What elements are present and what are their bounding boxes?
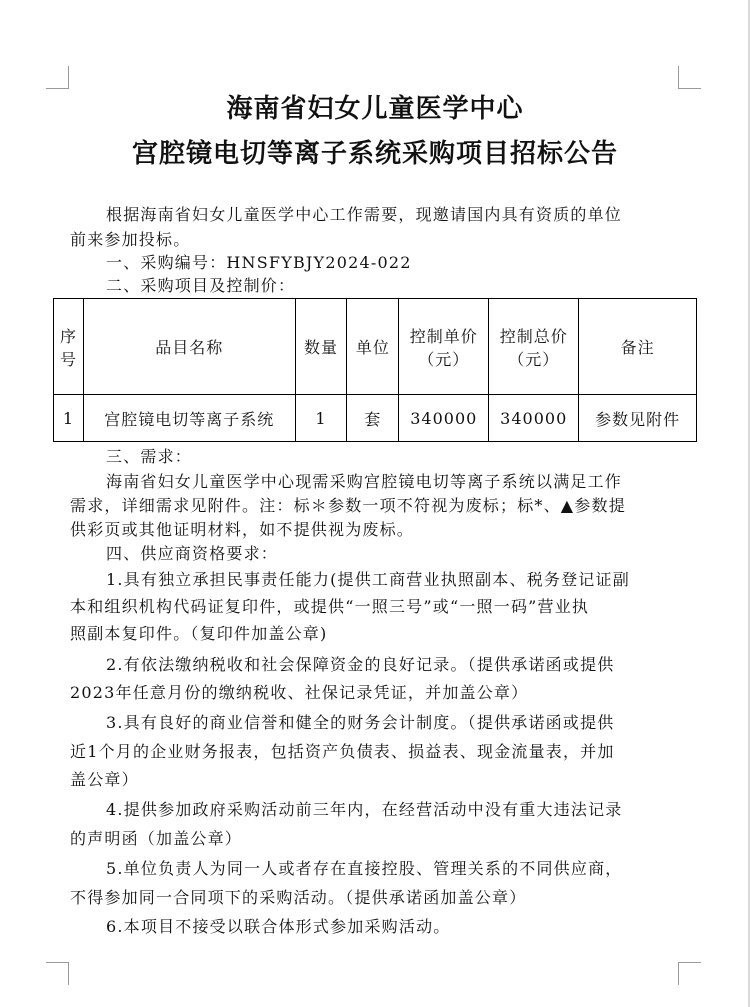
header-unit: 单位	[347, 299, 399, 395]
table-row	[54, 395, 697, 442]
crop-mark-bottom-right	[678, 962, 701, 985]
qualification-5-line-1: 5.单位负责人为同一人或者存在直接控股、管理关系的不同供应商，	[106, 859, 623, 878]
table-header-row	[54, 299, 697, 395]
qualification-3-line-2: 近1个月的企业财务报表，包括资产负债表、损益表、现金流量表，并加	[70, 742, 615, 761]
header-item-name: 品目名称	[83, 299, 295, 395]
header-unit-price-line-1: 控制单价	[409, 326, 478, 346]
qualification-2-line-2: 2023年任意月份的缴纳税收、社保记录凭证，并加盖公章）	[70, 683, 529, 702]
qualification-3-line-1: 3.具有良好的商业信誉和健全的财务会计制度。（提供承诺函或提供	[106, 713, 615, 732]
section-heading-requirements: 三、需求：	[106, 447, 193, 466]
procurement-number: 一、采购编号：HNSFYBJY2024-022	[106, 253, 412, 272]
qualification-4-line-1: 4.提供参加政府采购活动前三年内，在经营活动中没有重大违法记录	[106, 800, 623, 819]
header-unit-price	[399, 299, 489, 395]
crop-mark-top-left	[46, 66, 69, 89]
cell-remark: 参数见附件	[579, 395, 697, 442]
qualification-6-line-1: 6.本项目不接受以联合体形式参加采购活动。	[106, 917, 451, 936]
section-heading-qualifications: 四、供应商资格要求：	[106, 544, 279, 563]
cell-quantity: 1	[295, 395, 347, 442]
cell-unit: 套	[347, 395, 399, 442]
crop-mark-bottom-left	[46, 962, 69, 985]
qualification-1-line-3: 照副本复印件。（复印件加盖公章)	[70, 624, 328, 643]
header-remark: 备注	[579, 299, 697, 395]
qualification-4-line-2: 的声明函（加盖公章）	[70, 829, 243, 848]
crop-mark-top-right	[678, 66, 701, 89]
header-quantity: 数量	[295, 299, 347, 395]
header-seq-line-2: 号	[59, 349, 77, 369]
document-title: 海南省妇女儿童医学中心	[226, 94, 524, 124]
qualification-1-line-1: 1.具有独立承担民事责任能力(提供工商营业执照副本、税务登记证副	[106, 570, 630, 589]
cell-unit-price: 340000	[399, 395, 489, 442]
section-heading-items: 二、采购项目及控制价：	[106, 276, 296, 295]
price-table	[53, 298, 697, 442]
cell-seq: 1	[54, 395, 84, 442]
document-subtitle: 宫腔镜电切等离子系统采购项目招标公告	[131, 139, 618, 169]
qualification-1-line-2: 本和组织机构代码证复印件，或提供“一照三号”或“一照一码”营业执	[70, 597, 590, 616]
requirements-line-2: 需求，详细需求见附件。注：标＊参数一项不符视为废标；标*、▲参数提	[70, 496, 626, 515]
cell-total-price: 340000	[489, 395, 579, 442]
qualification-3-line-3: 盖公章）	[70, 770, 139, 789]
intro-paragraph-line-1: 根据海南省妇女儿童医学中心工作需要，现邀请国内具有资质的单位	[106, 205, 623, 224]
intro-paragraph-line-2: 前来参加投标。	[70, 230, 191, 249]
cell-item-name: 宫腔镜电切等离子系统	[83, 395, 295, 442]
qualification-5-line-2: 不得参加同一合同项下的采购活动。（提供承诺函加盖公章）	[70, 888, 527, 907]
qualification-2-line-1: 2.有依法缴纳税收和社会保障资金的良好记录。（提供承诺函或提供	[106, 655, 615, 674]
header-total-price	[489, 299, 579, 395]
requirements-line-1: 海南省妇女儿童医学中心现需采购宫腔镜电切等离子系统以满足工作	[106, 472, 623, 491]
header-total-price-line-2: （元）	[508, 349, 560, 369]
header-total-price-line-1: 控制总价	[499, 326, 568, 346]
header-seq-line-1: 序	[59, 326, 77, 346]
requirements-line-3: 供彩页或其他证明材料，如不提供视为废标。	[70, 520, 415, 539]
header-unit-price-line-2: （元）	[418, 349, 470, 369]
header-seq	[54, 299, 84, 395]
